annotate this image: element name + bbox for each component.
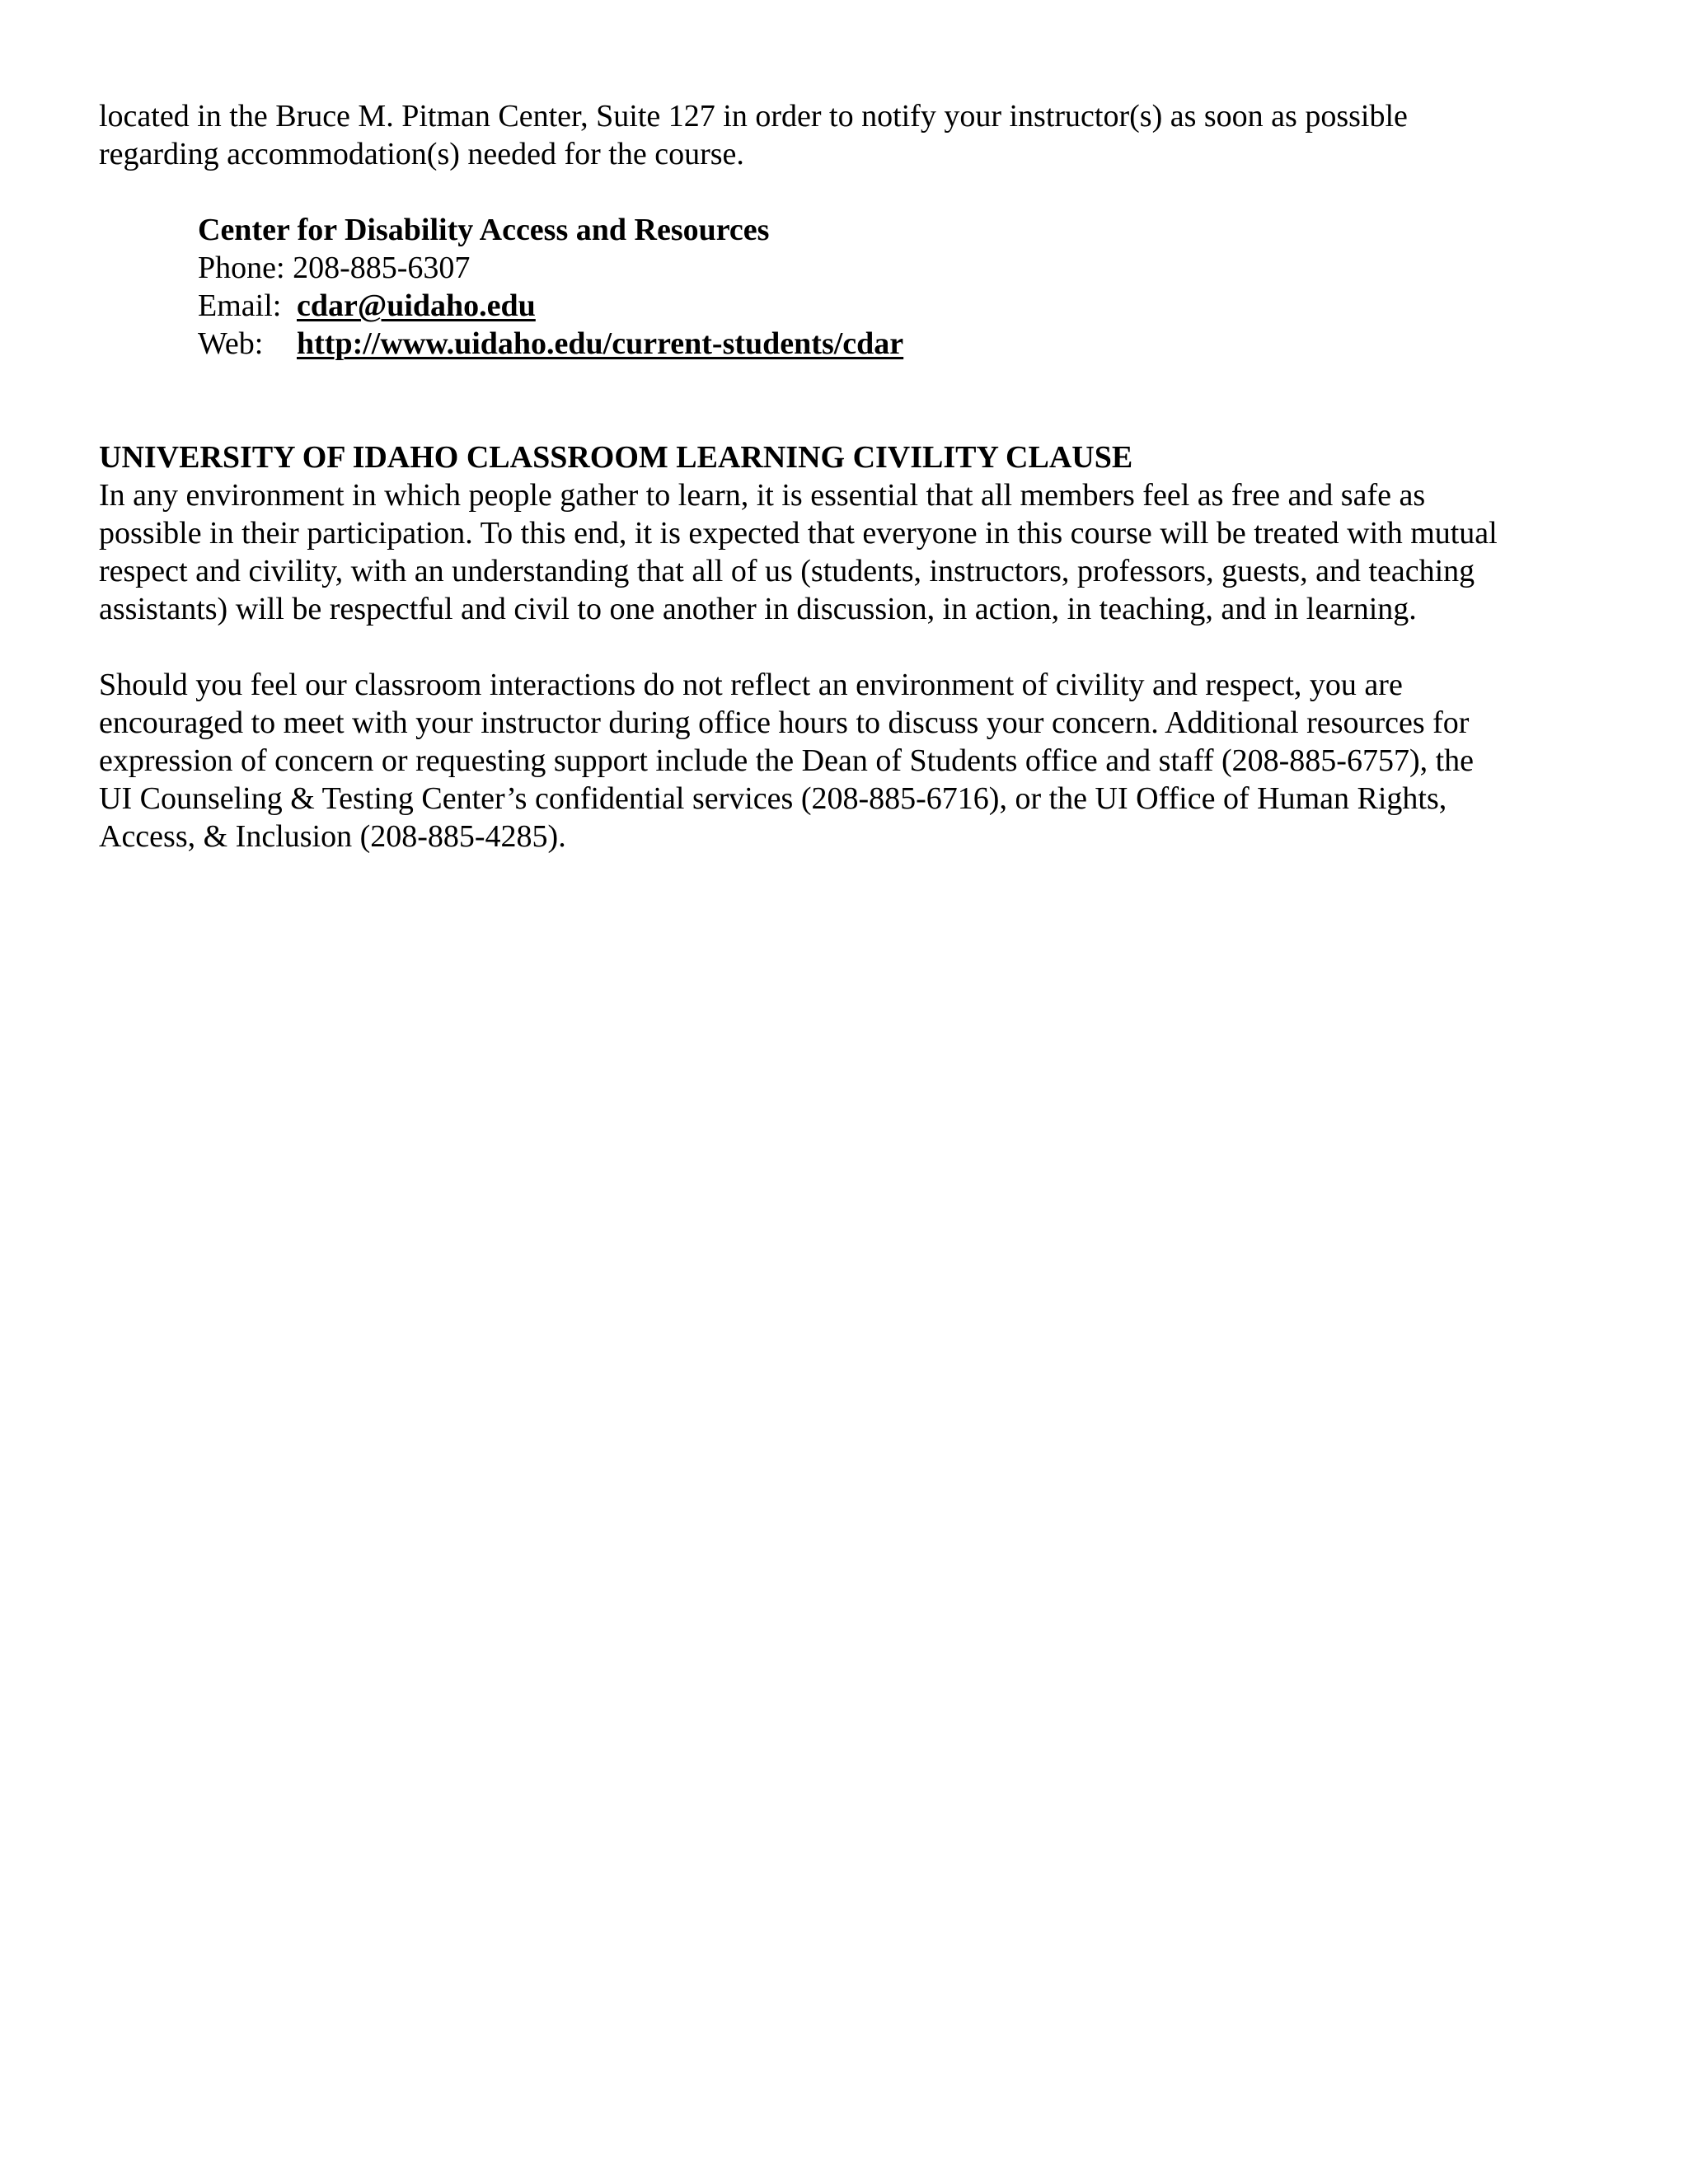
paragraph-line: Access, & Inclusion (208-885-4285).: [99, 819, 566, 854]
paragraph-line: expression of concern or requesting support include the Dean of Students office and staff (208-885-6757), the: [99, 743, 1475, 778]
phone-number: 208-885-6307: [293, 251, 471, 285]
contact-email-row: [198, 287, 1688, 325]
civility-paragraph-1: [99, 476, 1599, 628]
intro-line: located in the Bruce M. Pitman Center, Suite 127 in order to notify your instructor(s) as soon as possible: [99, 99, 1408, 134]
paragraph-line: In any environment in which people gather to learn, it is essential that all members feel as free and safe as: [99, 478, 1426, 513]
civility-paragraph-2: [99, 666, 1599, 855]
contact-web-row: [198, 325, 1688, 363]
web-label: Web:: [198, 326, 264, 361]
paragraph-line: Should you feel our classroom interactions do not reflect an environment of civility and respect, you are: [99, 668, 1403, 702]
paragraph-line: assistants) will be respectful and civil to one another in discussion, in action, in teaching, and in learning.: [99, 592, 1417, 626]
paragraph-line: UI Counseling & Testing Center’s confidential services (208-885-6716), or the UI Office of Human Rights,: [99, 781, 1447, 816]
paragraph-line: respect and civility, with an understanding that all of us (students, instructors, professors, guests, and teaching: [99, 554, 1475, 588]
cdar-contact-block: [198, 211, 1688, 363]
web-link[interactable]: http://www.uidaho.edu/current-students/cdar: [297, 326, 904, 361]
email-link[interactable]: cdar@uidaho.edu: [297, 288, 536, 323]
contact-phone-row: [198, 249, 1688, 287]
civility-clause-heading: UNIVERSITY OF IDAHO CLASSROOM LEARNING CIVILITY CLAUSE: [99, 440, 1133, 475]
paragraph-spacer: [99, 628, 1688, 666]
phone-label: Phone:: [198, 251, 285, 285]
paragraph-line: possible in their participation. To this end, it is expected that everyone in this course will be treated with mutual: [99, 516, 1498, 551]
intro-paragraph: [99, 97, 1599, 173]
paragraph-line: encouraged to meet with your instructor during office hours to discuss your concern. Additional resources for: [99, 705, 1470, 740]
contact-name: Center for Disability Access and Resources: [198, 213, 770, 247]
intro-line: regarding accommodation(s) needed for the course.: [99, 137, 744, 171]
email-label: Email:: [198, 288, 282, 323]
